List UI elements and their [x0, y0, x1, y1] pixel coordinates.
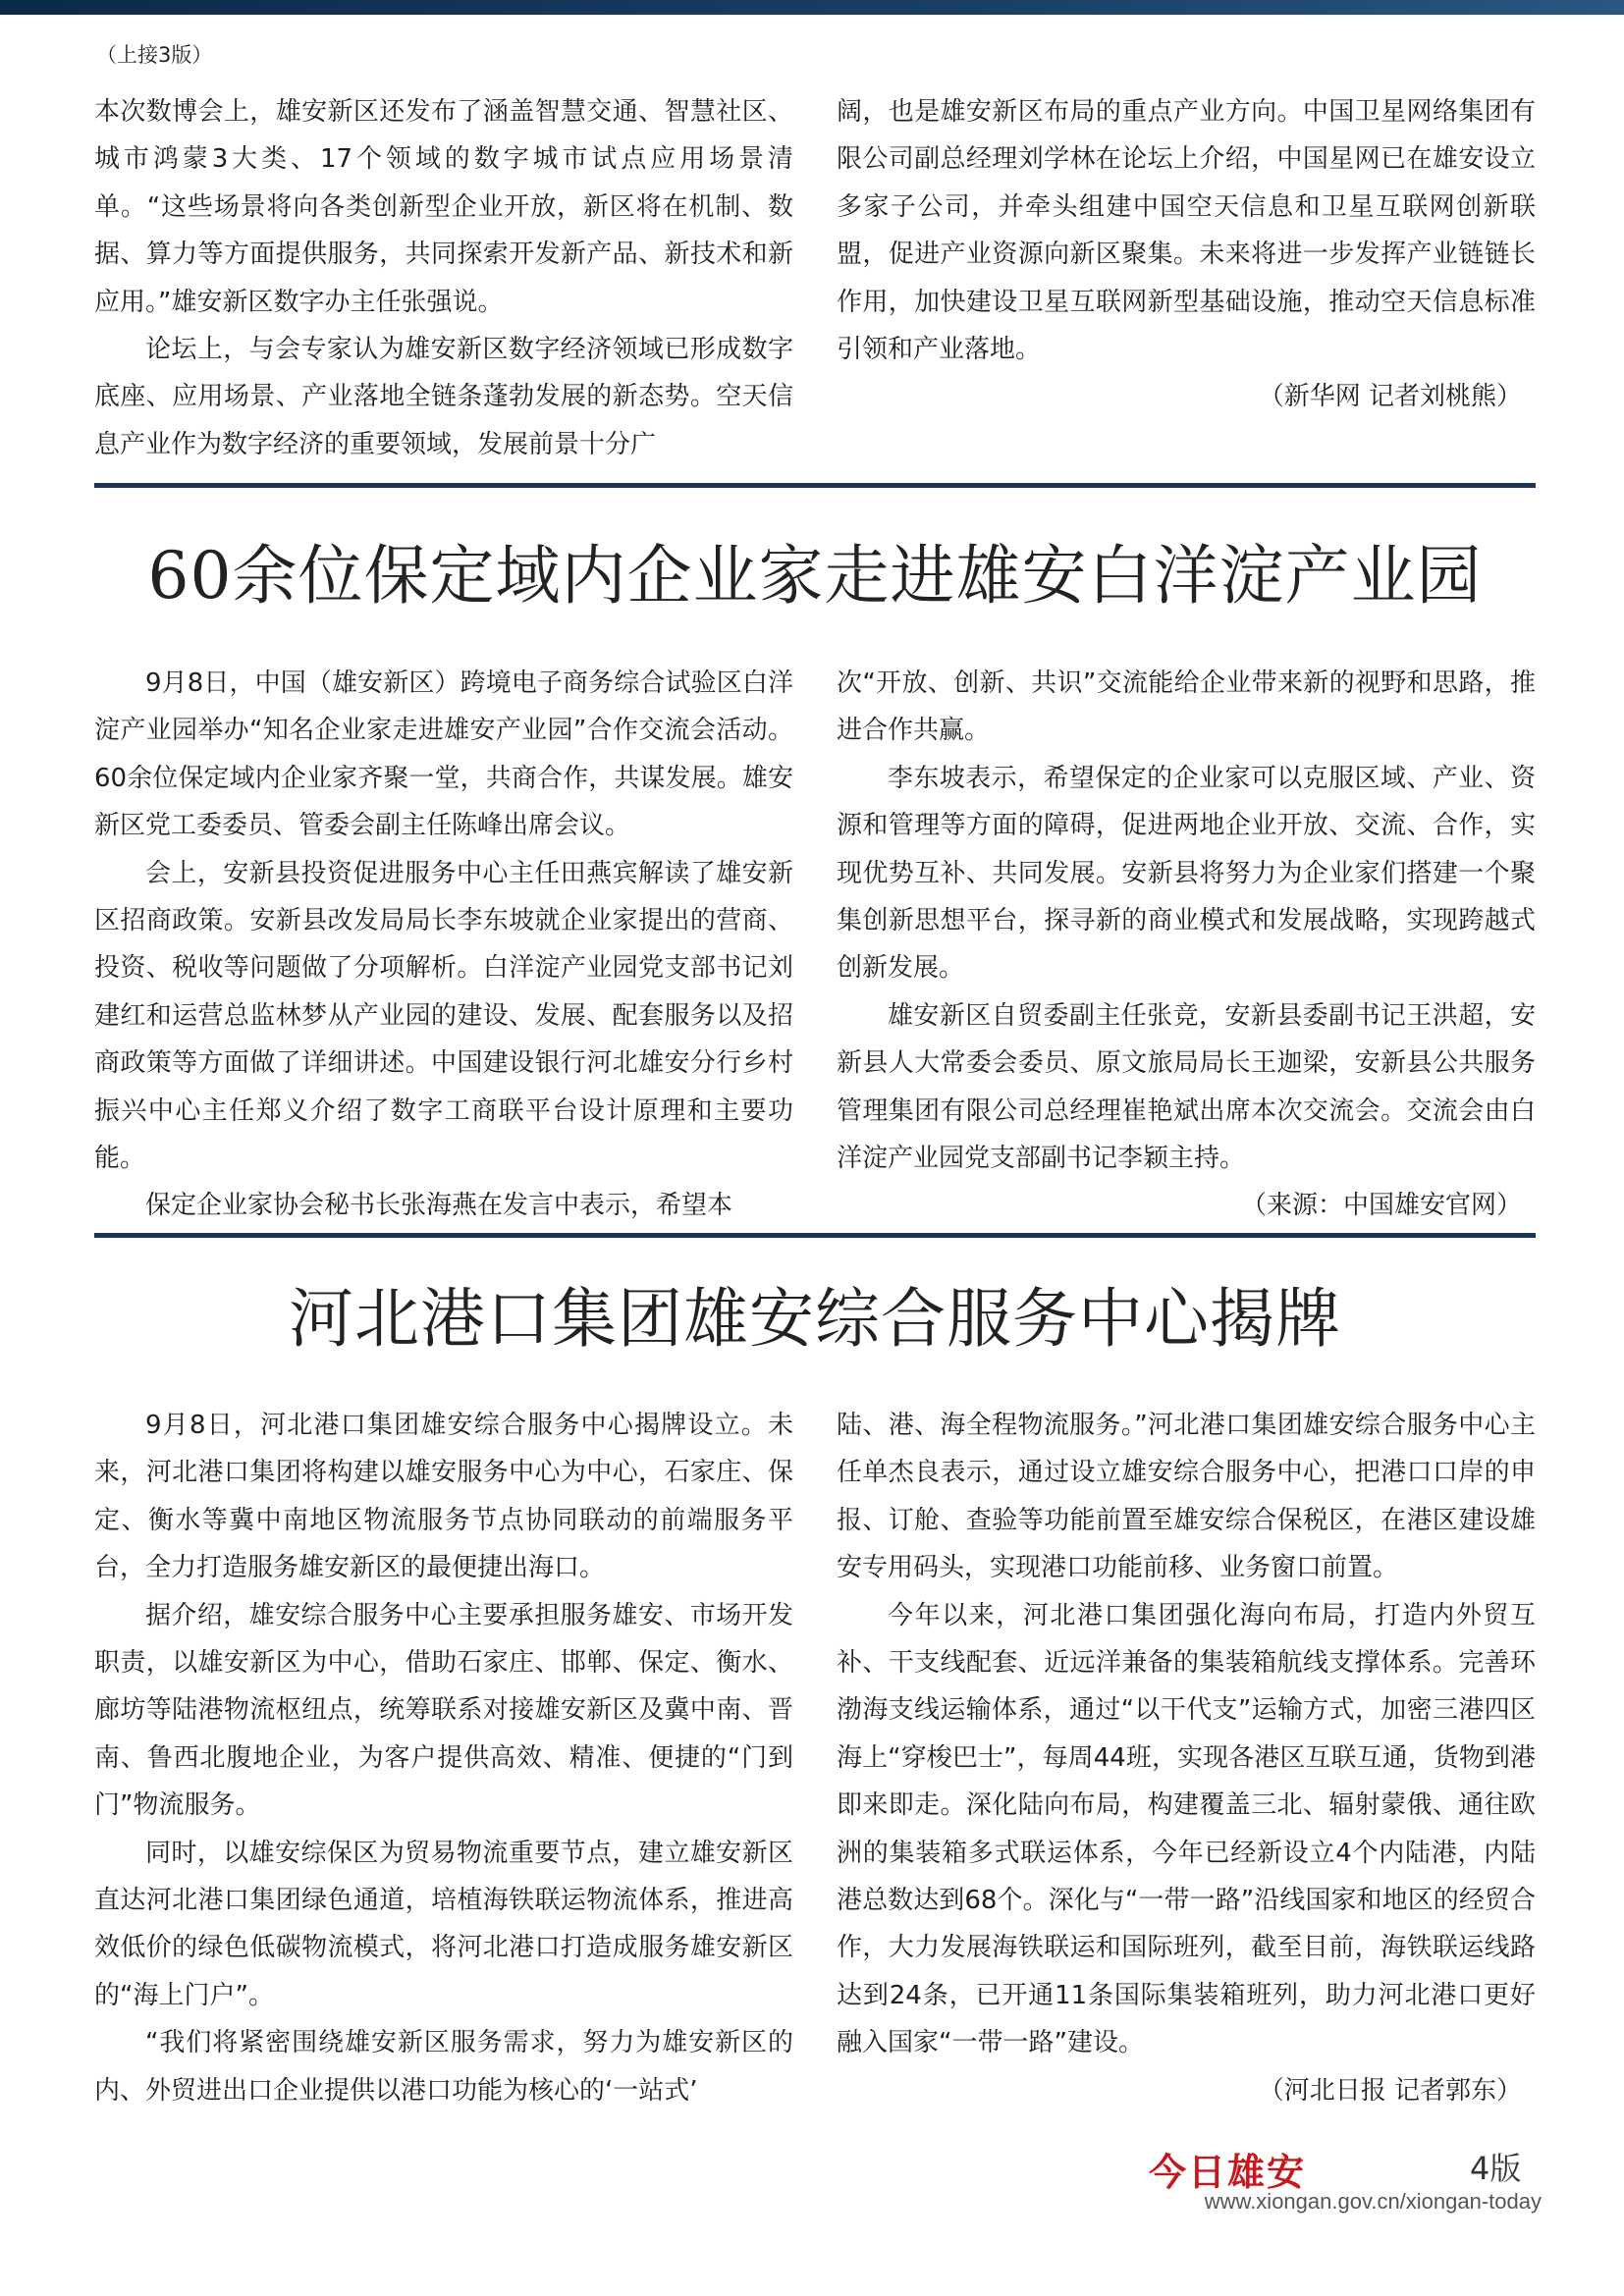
article2-right-column [837, 660, 1536, 1230]
paragraph: 据介绍，雄安综合服务中心主要承担服务雄安、市场开发职责，以雄安新区为中心，借助石家庄、邯郸、保定、衡水、廊坊等陆港物流枢纽点，统筹联系对接雄安新区及冀中南、晋南、鲁西北腹地企业，为客户提供高效、精准、便捷的“门到门”物流服务。 [94, 1600, 793, 1821]
paragraph: 会上，安新县投资促进服务中心主任田燕宾解读了雄安新区招商政策。安新县改发局局长李东坡就企业家提出的营商、投资、税收等问题做了分项解析。白洋淀产业园党支部书记刘建红和运营总监林梦从产业园的建设、发展、配套服务以及招商政策等方面做了详细讲述。中国建设银行河北雄安分行乡村振兴中心主任郑义介绍了数字工商联平台设计原理和主要功能。 [94, 858, 793, 1174]
paragraph: 论坛上，与会专家认为雄安新区数字经济领域已形成数字底座、应用场景、产业落地全链条蓬勃发展的新态势。空天信息产业作为数字经济的重要领域，发展前景十分广 [94, 335, 793, 459]
headline: 河北港口集团雄安综合服务中心揭牌 [289, 1281, 1341, 1357]
paragraph: 雄安新区自贸委副主任张竞，安新县委副书记王洪超，安新县人大常委会委员、原文旅局局长王迦梁，安新县公共服务管理集团有限公司总经理崔艳斌出席本次交流会。交流会由白洋淀产业园党支部副书记李颖主持。 [837, 1000, 1536, 1174]
publication-logo: 今日雄安 [1149, 2150, 1307, 2194]
paragraph: 9月8日，河北港口集团雄安综合服务中心揭牌设立。未来，河北港口集团将构建以雄安服务中心为中心，石家庄、保定、衡水等冀中南地区物流服务节点协同联动的前端服务平台，全力打造服务雄安新区的最便捷出海口。 [94, 1411, 793, 1583]
paragraph: 本次数博会上，雄安新区还发布了涵盖智慧交通、智慧社区、城市鸿蒙3大类、17个领域的数字城市试点应用场景清单。“这些场景将向各类创新型企业开放，新区将在机制、数据、算力等方面提供服务，共同探索开发新产品、新技术和新应用。”雄安新区数字办主任张强说。 [94, 97, 793, 317]
paragraph: 同时，以雄安综保区为贸易物流重要节点，建立雄安新区直达河北港口集团绿色通道，培植海铁联运物流体系，推进高效低价的绿色低碳物流模式，将河北港口打造成服务雄安新区的“海上门户”。 [94, 1838, 793, 2010]
paragraph: 今年以来，河北港口集团强化海向布局，打造内外贸互补、干支线配套、近远洋兼备的集装箱航线支撑体系。完善环渤海支线运输体系，通过“以干代支”运输方式，加密三港四区海上“穿梭巴士”，每周44班，实现各港区互联互通，货物到港即来即走。深化陆向布局，构建覆盖三北、辐射蒙俄、通往欧洲的集装箱多式联运体系，今年已经新设立4个内陆港，内陆港总数达到68个。深化与“一带一路”沿线国家和地区的经贸合作，大力发展海铁联运和国际班列，截至目前，海铁联运线路达到24条，已开通11条国际集装箱班列，助力河北港口更好融入国家“一带一路”建设。 [837, 1600, 1536, 2058]
paragraph: 次“开放、创新、共识”交流能给企业带来新的视野和思路，推进合作共赢。 [837, 668, 1536, 746]
section-divider [94, 483, 1536, 488]
paragraph: 陆、港、海全程物流服务。”河北港口集团雄安综合服务中心主任单杰良表示，通过设立雄安综合服务中心，把港口口岸的申报、订舱、查验等功能前置至雄安综合保税区，在港区建设雄安专用码头，实现港口功能前移、业务窗口前置。 [837, 1411, 1536, 1583]
source-credit: （河北日报 记者郭东） [1258, 2075, 1522, 2106]
footer-url[interactable]: www.xiongan.gov.cn/xiongan-today [1204, 2189, 1542, 2214]
source-credit: （新华网 记者刘桃熊） [1258, 382, 1522, 412]
article1-right-column [837, 88, 1536, 421]
article2-left-column [94, 660, 793, 1230]
paragraph: “我们将紧密围绕雄安新区服务需求，努力为雄安新区的内、外贸进出口企业提供以港口功能为核心的‘一站式’ [94, 2028, 793, 2106]
article1-left-column [94, 88, 793, 468]
article3-right-column [837, 1402, 1536, 2114]
paragraph: 李东坡表示，希望保定的企业家可以克服区域、产业、资源和管理等方面的障碍，促进两地企业开放、交流、合作，实现优势互补、共同发展。安新县将努力为企业家们搭建一个聚集创新思想平台，探寻新的商业模式和发展战略，实现跨越式创新发展。 [837, 763, 1536, 984]
source-credit: （来源：中国雄安官网） [1240, 1191, 1522, 1221]
top-color-bar [0, 0, 1624, 15]
continued-note: （上接3版） [96, 43, 213, 67]
article3-left-column [94, 1402, 793, 2114]
page-number: 4版 [1470, 2150, 1522, 2187]
paragraph: 9月8日，中国（雄安新区）跨境电子商务综合试验区白洋淀产业园举办“知名企业家走进雄安产业园”合作交流会活动。60余位保定域内企业家齐聚一堂，共商合作，共谋发展。雄安新区党工委委员、管委会副主任陈峰出席会议。 [94, 668, 793, 841]
section-divider [94, 1233, 1536, 1238]
paragraph: 保定企业家协会秘书长张海燕在发言中表示，希望本 [145, 1191, 733, 1221]
headline: 60余位保定域内企业家走进雄安白洋淀产业园 [147, 538, 1483, 614]
paragraph: 阔，也是雄安新区布局的重点产业方向。中国卫星网络集团有限公司副总经理刘学林在论坛上介绍，中国星网已在雄安设立多家子公司，并牵头组建中国空天信息和卫星互联网创新联盟，促进产业资源向新区聚集。未来将进一步发挥产业链链长作用，加快建设卫星互联网新型基础设施，推动空天信息标准引领和产业落地。 [837, 97, 1536, 365]
